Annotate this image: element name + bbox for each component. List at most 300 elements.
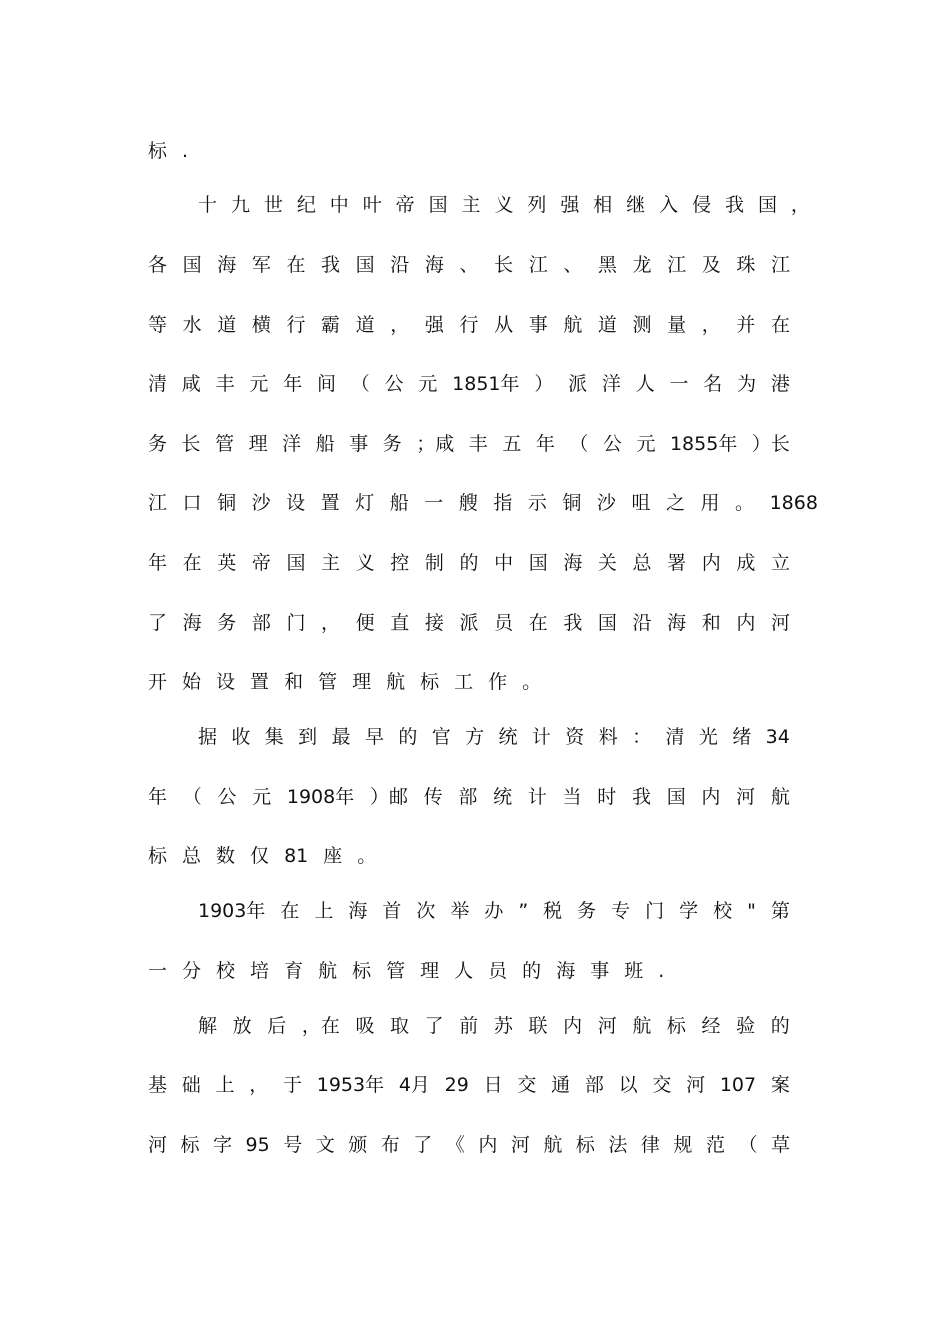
text-token: 计: [527, 786, 547, 808]
text-token: 人: [635, 373, 655, 395]
text-token: 龙: [632, 254, 652, 276]
text-token: 务: [148, 433, 168, 455]
text-token: 的: [398, 726, 418, 748]
text-token: 一: [669, 373, 689, 395]
text-token: 帝: [395, 194, 415, 216]
text-token: 之: [665, 492, 685, 514]
text-token: 派: [459, 612, 479, 634]
text-token: 国: [528, 552, 548, 574]
text-token: 行: [286, 314, 306, 336]
text-token: 航: [770, 786, 790, 808]
text-token: ，: [249, 1074, 269, 1096]
text-token: 中: [494, 552, 514, 574]
text-token: 税: [543, 900, 563, 922]
text-token: 河: [686, 1074, 706, 1096]
text-token: 沙: [596, 492, 616, 514]
text-token: 1908年: [286, 786, 355, 808]
text-token: 置: [320, 492, 340, 514]
text-token: 部: [251, 612, 271, 634]
text-token: 公: [602, 433, 622, 455]
text-token: 分: [182, 960, 202, 982]
text-token: 江: [770, 254, 790, 276]
text-token: ": [747, 900, 756, 922]
text-token: 各: [148, 254, 168, 276]
text-token: 当: [562, 786, 582, 808]
text-token: 1851年: [452, 373, 520, 395]
text-token: 事: [349, 433, 369, 455]
paragraph-first-line: [198, 722, 790, 752]
text-token: 洋: [282, 433, 302, 455]
text-token: 国: [757, 194, 777, 216]
text-line: [148, 608, 790, 638]
text-token: 强: [424, 314, 444, 336]
text-token: 日: [483, 1074, 503, 1096]
text-token: 取: [390, 1015, 410, 1037]
text-token: .: [182, 140, 189, 162]
text-token: 方: [465, 726, 485, 748]
text-token: 用: [700, 492, 720, 514]
text-line: [148, 136, 790, 166]
text-token: 标: [352, 960, 372, 982]
text-token: 理: [352, 671, 372, 693]
text-token: 咀: [631, 492, 651, 514]
text-token: 帝: [251, 552, 271, 574]
text-token: 《: [445, 1134, 465, 1156]
text-token: 丰: [215, 373, 235, 395]
text-token: 基: [148, 1074, 168, 1096]
text-token: 于: [283, 1074, 303, 1096]
text-token: 法: [608, 1134, 628, 1156]
text-token: 年: [535, 433, 555, 455]
text-token: 交: [652, 1074, 672, 1096]
text-token: 指: [493, 492, 513, 514]
text-token: 河: [770, 612, 790, 634]
text-token: 航: [543, 1134, 563, 1156]
text-token: 道: [355, 314, 375, 336]
text-token: 计: [531, 726, 551, 748]
text-token: ：: [632, 726, 652, 748]
text-token: 的: [770, 1015, 790, 1037]
text-token: 规: [673, 1134, 693, 1156]
text-token: 在: [182, 552, 202, 574]
text-token: 河: [148, 1134, 168, 1156]
text-token: 专: [611, 900, 631, 922]
text-token: 置: [250, 671, 270, 693]
text-token: 标: [148, 140, 168, 162]
text-line: [148, 488, 818, 518]
text-token: 河: [736, 786, 756, 808]
text-token: 绪: [732, 726, 752, 748]
text-token: 部: [458, 786, 478, 808]
text-token: 收: [231, 726, 251, 748]
text-token: 港: [770, 373, 790, 395]
text-token: 中: [329, 194, 349, 216]
text-token: （: [182, 786, 202, 808]
text-token: 元: [418, 373, 438, 395]
text-token: 内: [478, 1134, 498, 1156]
text-token: 珠: [736, 254, 756, 276]
text-token: 首: [382, 900, 402, 922]
text-token: 设: [216, 671, 236, 693]
text-token: 水: [182, 314, 202, 336]
text-token: 军: [251, 254, 271, 276]
text-token: 江: [148, 492, 168, 514]
text-token: 总: [632, 552, 652, 574]
text-token: 学: [679, 900, 699, 922]
text-token: 纪: [296, 194, 316, 216]
text-line: [148, 782, 790, 812]
text-token: 船: [389, 492, 409, 514]
text-token: （: [569, 433, 589, 455]
text-token: 校: [216, 960, 236, 982]
text-token: 九: [230, 194, 250, 216]
text-token: 主: [321, 552, 341, 574]
text-token: 横: [251, 314, 271, 336]
text-token: 人: [454, 960, 474, 982]
text-token: 理: [248, 433, 268, 455]
text-token: 直: [390, 612, 410, 634]
text-token: 数: [216, 845, 236, 867]
text-token: 和: [701, 612, 721, 634]
text-token: 。: [357, 845, 377, 867]
text-token: 标: [575, 1134, 595, 1156]
text-token: 料: [598, 726, 618, 748]
text-token: 经: [701, 1015, 721, 1037]
paragraph-first-line: [198, 1011, 790, 1041]
text-token: 航: [632, 1015, 652, 1037]
text-token: 4月: [398, 1074, 430, 1096]
text-token: ，: [321, 612, 341, 634]
text-token: 列: [527, 194, 547, 216]
text-token: 我: [631, 786, 651, 808]
text-token: 署: [667, 552, 687, 574]
text-token: 员: [494, 612, 514, 634]
text-token: 据: [198, 726, 218, 748]
text-token: 义: [494, 194, 514, 216]
text-token: ）: [534, 373, 554, 395]
text-token: 第: [770, 900, 790, 922]
text-token: 管: [215, 433, 235, 455]
text-token: 的: [459, 552, 479, 574]
text-token: 内: [701, 552, 721, 574]
text-token: 铜: [217, 492, 237, 514]
text-token: 光: [698, 726, 718, 748]
text-token: 海: [217, 254, 237, 276]
text-line: [148, 250, 790, 280]
text-token: 内: [563, 1015, 583, 1037]
text-token: 字: [213, 1134, 233, 1156]
text-token: 传: [423, 786, 443, 808]
text-token: 国: [355, 254, 375, 276]
text-token: 交: [517, 1074, 537, 1096]
text-token: 等: [148, 314, 168, 336]
text-token: ，在: [301, 1015, 340, 1037]
text-token: 部: [584, 1074, 604, 1096]
text-token: 资: [565, 726, 585, 748]
text-line: [148, 1130, 790, 1160]
text-token: 内: [701, 786, 721, 808]
text-token: 海: [667, 612, 687, 634]
text-token: 设: [286, 492, 306, 514]
text-token: 以: [618, 1074, 638, 1096]
text-token: （: [350, 373, 370, 395]
text-token: 到: [298, 726, 318, 748]
text-token: 航: [563, 314, 583, 336]
text-token: 道: [217, 314, 237, 336]
text-token: 座: [323, 845, 343, 867]
text-token: 我: [321, 254, 341, 276]
text-token: 元: [249, 373, 269, 395]
text-token: 95: [245, 1134, 270, 1156]
text-token: 集: [264, 726, 284, 748]
text-token: 派: [568, 373, 588, 395]
text-token: 成: [736, 552, 756, 574]
text-token: 107: [719, 1074, 757, 1096]
text-token: 门: [645, 900, 665, 922]
text-token: 海: [563, 552, 583, 574]
text-token: 1903年: [198, 900, 266, 922]
text-line: [148, 667, 790, 697]
text-line: [148, 956, 790, 986]
text-token: 量: [667, 314, 687, 336]
text-token: 英: [217, 552, 237, 574]
text-token: 公: [384, 373, 404, 395]
text-token: 十: [198, 194, 218, 216]
text-token: 草: [770, 1134, 790, 1156]
text-line: [148, 1070, 790, 1100]
text-token: 艘: [458, 492, 478, 514]
text-token: 。: [522, 671, 542, 693]
text-token: 年: [148, 786, 168, 808]
text-token: ，: [701, 314, 721, 336]
text-token: 务: [382, 433, 402, 455]
text-token: 务: [217, 612, 237, 634]
text-token: 1868: [769, 492, 818, 514]
text-token: 标: [666, 1015, 686, 1037]
text-token: 号: [283, 1134, 303, 1156]
text-token: 国: [428, 194, 448, 216]
text-token: 内: [736, 612, 756, 634]
text-token: 律: [640, 1134, 660, 1156]
text-token: 次: [416, 900, 436, 922]
text-token: 船: [315, 433, 335, 455]
text-token: 制: [424, 552, 444, 574]
text-token: 、: [563, 254, 583, 276]
text-token: 长: [181, 433, 201, 455]
text-token: 时: [597, 786, 617, 808]
text-token: 航: [386, 671, 406, 693]
text-token: 一: [148, 960, 168, 982]
text-token: 洋: [601, 373, 621, 395]
text-token: 叶: [362, 194, 382, 216]
text-token: 江: [528, 254, 548, 276]
text-token: 入: [659, 194, 679, 216]
text-token: 和: [284, 671, 304, 693]
text-token: 统: [493, 786, 513, 808]
paragraph-first-line: [198, 190, 810, 220]
text-token: 口: [182, 492, 202, 514]
text-token: 联: [528, 1015, 548, 1037]
text-token: 霸: [321, 314, 341, 336]
text-token: 事: [590, 960, 610, 982]
text-token: 便: [355, 612, 375, 634]
text-line: [148, 841, 790, 871]
text-token: 始: [182, 671, 202, 693]
text-token: 班: [624, 960, 644, 982]
text-token: 培: [250, 960, 270, 982]
text-token: 继: [626, 194, 646, 216]
text-token: 道: [597, 314, 617, 336]
text-line: [148, 310, 790, 340]
text-token: 航: [318, 960, 338, 982]
text-token: 我: [563, 612, 583, 634]
text-token: 了: [424, 1015, 444, 1037]
text-token: 清: [665, 726, 685, 748]
text-token: 海: [182, 612, 202, 634]
text-token: 上: [314, 900, 334, 922]
text-token: 工: [454, 671, 474, 693]
text-token: 河: [510, 1134, 530, 1156]
text-token: 的: [522, 960, 542, 982]
text-token: 从: [494, 314, 514, 336]
text-token: 总: [182, 845, 202, 867]
text-token: 关: [597, 552, 617, 574]
text-line: [148, 369, 790, 399]
text-token: 公: [217, 786, 237, 808]
text-line: [148, 548, 790, 578]
text-token: 苏: [493, 1015, 513, 1037]
text-token: 案: [770, 1074, 790, 1096]
text-line: [148, 429, 790, 459]
text-token: ）邮: [369, 786, 408, 808]
text-token: 义: [355, 552, 375, 574]
text-token: 范: [705, 1134, 725, 1156]
text-token: 文: [315, 1134, 335, 1156]
text-token: 1855年: [669, 433, 738, 455]
text-token: 接: [424, 612, 444, 634]
text-token: 门: [286, 612, 306, 634]
text-token: 务: [577, 900, 597, 922]
text-token: 五: [502, 433, 522, 455]
text-token: 颁: [348, 1134, 368, 1156]
text-token: 海: [424, 254, 444, 276]
text-token: 间: [316, 373, 336, 395]
text-token: 在: [528, 612, 548, 634]
text-token: 。: [735, 492, 755, 514]
text-token: 强: [560, 194, 580, 216]
text-token: 管: [318, 671, 338, 693]
text-token: 国: [182, 254, 202, 276]
text-token: 清: [148, 373, 168, 395]
text-token: ；咸: [416, 433, 455, 455]
text-token: 咸: [181, 373, 201, 395]
text-token: （: [738, 1134, 758, 1156]
text-token: 上: [215, 1074, 235, 1096]
text-token: 员: [488, 960, 508, 982]
text-token: 作: [488, 671, 508, 693]
text-token: 管: [386, 960, 406, 982]
text-token: 34: [765, 726, 790, 748]
text-token: 后: [267, 1015, 287, 1037]
text-token: 沿: [632, 612, 652, 634]
text-token: 标: [420, 671, 440, 693]
text-token: 行: [459, 314, 479, 336]
text-token: 办: [484, 900, 504, 922]
text-token: 校: [713, 900, 733, 922]
text-token: 相: [593, 194, 613, 216]
text-token: 黑: [597, 254, 617, 276]
text-token: 吸: [355, 1015, 375, 1037]
text-token: 、: [459, 254, 479, 276]
text-token: 官: [431, 726, 451, 748]
text-token: 了: [148, 612, 168, 634]
text-token: 海: [348, 900, 368, 922]
text-token: 事: [528, 314, 548, 336]
text-token: 举: [450, 900, 470, 922]
text-token: 一: [424, 492, 444, 514]
text-token: 立: [770, 552, 790, 574]
text-token: 育: [284, 960, 304, 982]
text-token: 仅: [250, 845, 270, 867]
text-token: 丰: [468, 433, 488, 455]
text-token: 开: [148, 671, 168, 693]
text-token: 81: [284, 845, 309, 867]
text-token: 河: [597, 1015, 617, 1037]
text-token: 最: [331, 726, 351, 748]
text-token: ，: [790, 194, 810, 216]
text-token: 示: [527, 492, 547, 514]
text-token: 早: [364, 726, 384, 748]
text-token: 通: [551, 1074, 571, 1096]
text-token: 主: [461, 194, 481, 216]
text-token: 名: [703, 373, 723, 395]
text-token: 统: [498, 726, 518, 748]
text-token: ”: [518, 900, 529, 922]
text-token: 国: [286, 552, 306, 574]
text-token: 元: [636, 433, 656, 455]
text-token: 世: [263, 194, 283, 216]
text-token: 解: [198, 1015, 218, 1037]
text-token: 布: [380, 1134, 400, 1156]
text-token: 理: [420, 960, 440, 982]
text-token: 元: [252, 786, 272, 808]
text-token: 沿: [390, 254, 410, 276]
text-token: 1953年: [316, 1074, 385, 1096]
text-token: 国: [666, 786, 686, 808]
text-token: 前: [459, 1015, 479, 1037]
text-token: 并: [736, 314, 756, 336]
text-token: 了: [413, 1134, 433, 1156]
text-token: 标: [148, 845, 168, 867]
text-token: 放: [232, 1015, 252, 1037]
text-token: 标: [180, 1134, 200, 1156]
text-token: 29: [444, 1074, 469, 1096]
text-token: 及: [701, 254, 721, 276]
text-token: ）长: [751, 433, 790, 455]
text-token: 控: [390, 552, 410, 574]
text-token: 在: [770, 314, 790, 336]
text-token: 沙: [251, 492, 271, 514]
text-token: 在: [280, 900, 300, 922]
text-token: 为: [737, 373, 757, 395]
text-token: 年: [148, 552, 168, 574]
text-token: 海: [556, 960, 576, 982]
text-token: 在: [286, 254, 306, 276]
text-token: ，: [390, 314, 410, 336]
text-token: 国: [597, 612, 617, 634]
text-token: 我: [725, 194, 745, 216]
text-token: 年: [283, 373, 303, 395]
